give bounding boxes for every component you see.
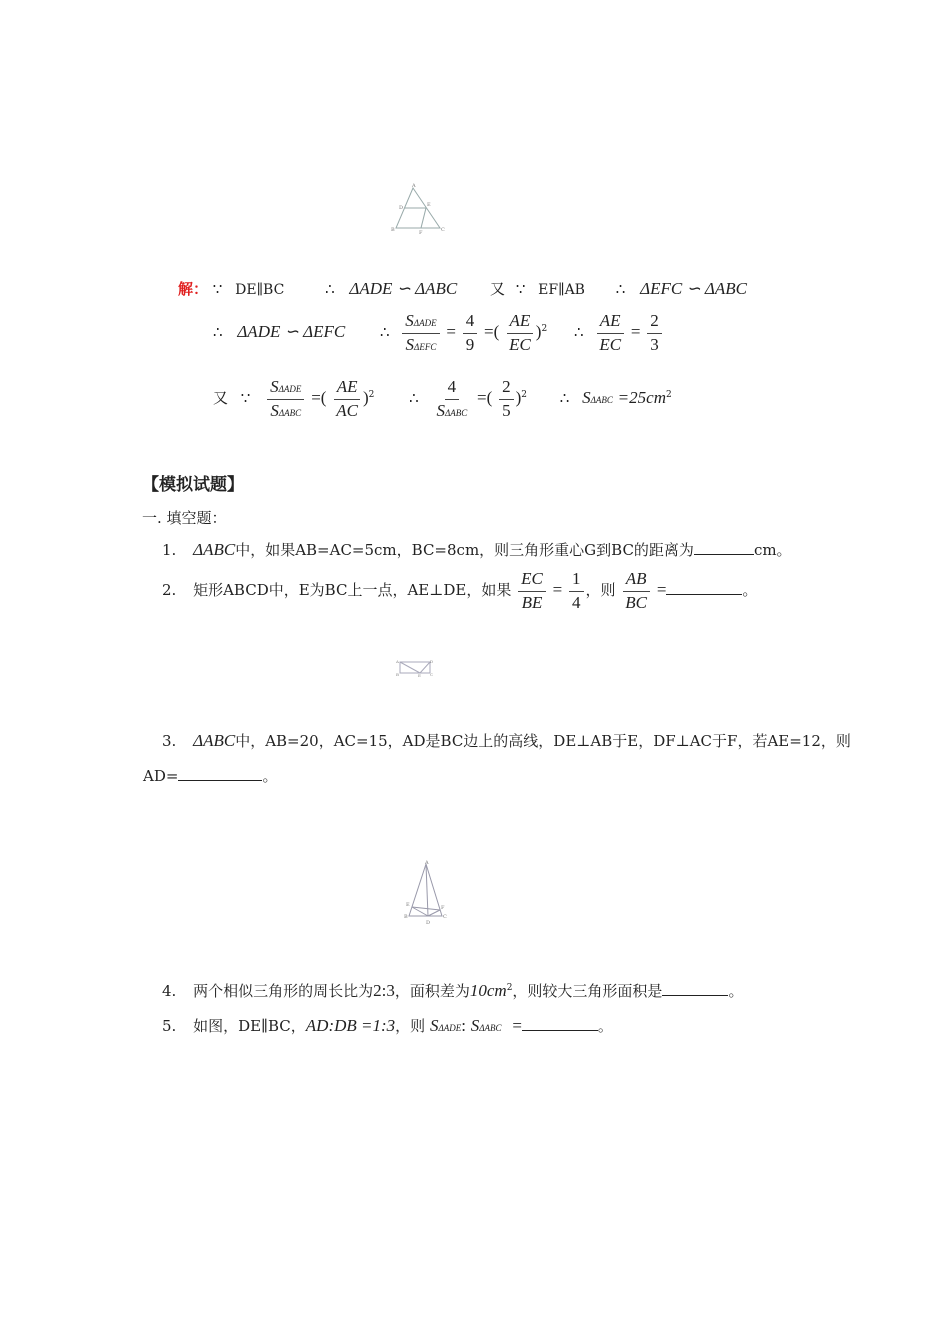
- question-3-line-2: AD= 。: [143, 767, 278, 785]
- question-1: 1. ΔABC中，如果AB=AC=5cm，BC=8cm，则三角形重心G到BC的距离为 cm。: [162, 540, 792, 559]
- section-title: 【模拟试题】: [142, 475, 244, 495]
- answer-blank-2[interactable]: [666, 580, 742, 595]
- svg-text:A: A: [425, 860, 429, 866]
- svg-text:C: C: [430, 672, 434, 677]
- question-3: 3. ΔABC中，AB=20，AC=15，AD是BC边上的高线，DE⊥AB于E，DF⊥AC于F，若AE=12，则: [162, 731, 851, 750]
- label-a: A: [412, 183, 416, 189]
- fraction-ae-ec: $\frac{AE}{EC}$: [506, 312, 534, 354]
- solution-label: 解：: [178, 280, 209, 298]
- svg-text:D: D: [426, 920, 431, 926]
- area-result: =25cm: [617, 388, 666, 408]
- answer-blank-3[interactable]: [178, 766, 262, 781]
- svg-text:D: D: [430, 659, 434, 664]
- svg-text:B: B: [404, 914, 408, 920]
- solution-line-1: 解： ∵ DE∥BC ∴ ΔADE ∽ ΔABC 又 ∵ EF∥AB ∴ ΔEFC ∽ ΔABC: [178, 279, 748, 298]
- fraction-ab-bc: $\frac{AB}{BC}$: [622, 570, 650, 612]
- label-c: C: [441, 227, 445, 233]
- svg-text:C: C: [443, 914, 447, 920]
- fraction-ae-ac: $\frac{AE}{AC}$: [333, 378, 361, 420]
- fraction-4-abc: $\frac{4}{\text{SΔABC}}$: [436, 377, 468, 420]
- section-subtitle: 一. 填空题：: [142, 509, 227, 527]
- fraction-2-3: $\frac{2}{3}$: [647, 312, 662, 354]
- svg-text:E: E: [406, 902, 410, 908]
- svg-text:E: E: [418, 673, 421, 678]
- label-d: D: [399, 205, 404, 211]
- answer-blank-1[interactable]: [694, 540, 754, 555]
- triangle-figure-3: [400, 858, 450, 926]
- fraction-2-5: $\frac{2}{5}$: [499, 378, 514, 420]
- answer-blank-4[interactable]: [662, 981, 728, 996]
- solution-line-2: ∴ ΔADE ∽ ΔEFC ∴ $\frac{\text{SΔADE}}{\text{SΔEFC}}$ = $\frac{4}{9}$ =( $\frac{AE}{EC}$ )$^2$ ∴ $\frac{AE}{EC}$ = $\frac{2}{3}$: [213, 312, 664, 354]
- fraction-1-4: $\frac{1}{4}$: [569, 570, 584, 612]
- rectangle-figure: [396, 658, 434, 678]
- svg-text:F: F: [441, 905, 445, 911]
- answer-blank-5[interactable]: [522, 1016, 598, 1031]
- label-f: F: [419, 230, 423, 236]
- triangle-figure-1: [388, 180, 448, 236]
- fraction-area-ratio: $\frac{\text{SΔADE}}{\text{SΔEFC}}$: [402, 312, 439, 354]
- fraction-ade-abc: $\frac{\text{SΔADE}}{\text{SΔABC}}$: [267, 378, 304, 420]
- question-2: 2. 矩形ABCD中，E为BC上一点，AE⊥DE，如果 $\frac{EC}{BE}$ = $\frac{1}{4}$ ，则 $\frac{AB}{BC}$ = 。: [162, 569, 758, 612]
- label-e: E: [427, 202, 431, 208]
- fraction-ec-be: $\frac{EC}{BE}$: [518, 570, 546, 612]
- question-4: 4. 两个相似三角形的周长比为2:3，面积差为$10cm^2$，则较大三角形面积是 。: [162, 981, 744, 1000]
- label-b: B: [391, 227, 395, 233]
- svg-text:B: B: [396, 672, 399, 677]
- fraction-4-9: $\frac{4}{9}$: [463, 312, 478, 354]
- solution-line-3: 又 ∵ $\frac{\text{SΔADE}}{\text{SΔABC}}$ =( $\frac{AE}{AC}$ )$^2$ ∴ $\frac{4}{\text{SΔABC}}$ =( $\frac{2}{5}$ )$^2$ ∴ $S\Delta ABC =25cm^2$: [213, 377, 672, 420]
- fraction-ae-ec-2: $\frac{AE}{EC}$: [596, 312, 624, 354]
- question-5: 5. 如图，DE∥BC，AD:DB =1:3，则 SΔADE: SΔABC = 。: [162, 1016, 613, 1035]
- svg-text:A: A: [396, 659, 399, 664]
